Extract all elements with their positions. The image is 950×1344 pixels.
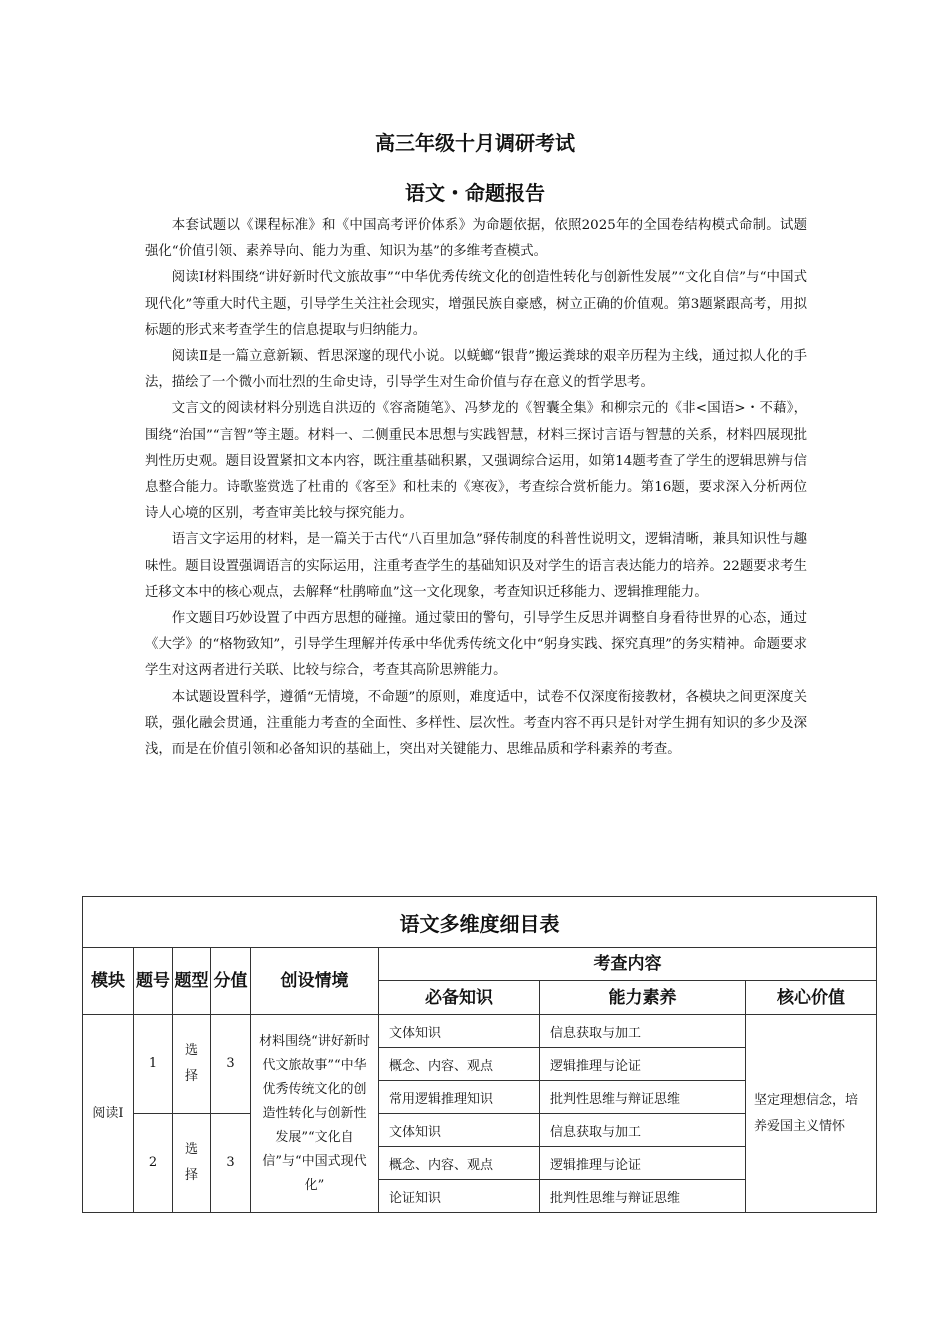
knowledge-cell: 文体知识 xyxy=(379,1114,540,1147)
question-score: 3 xyxy=(211,1015,251,1114)
detail-table xyxy=(82,896,877,1213)
knowledge-cell: 概念、内容、观点 xyxy=(379,1048,540,1081)
header-knowledge: 必备知识 xyxy=(379,981,540,1015)
ability-cell: 信息获取与加工 xyxy=(540,1015,746,1048)
header-value: 核心价值 xyxy=(746,981,877,1015)
header-scenario: 创设情境 xyxy=(251,948,379,1015)
ability-cell: 批判性思维与辩证思维 xyxy=(540,1180,746,1213)
knowledge-cell: 文体知识 xyxy=(379,1015,540,1048)
ability-cell: 逻辑推理与论证 xyxy=(540,1048,746,1081)
header-module: 模块 xyxy=(83,948,134,1015)
question-score: 3 xyxy=(211,1114,251,1213)
paragraph: 作文题目巧妙设置了中西方思想的碰撞。通过蒙田的警句，引导学生反思并调整自身看待世界的心态，通过《大学》的“格物致知”，引导学生理解并传承中华优秀传统文化中“躬身实践、探究真理”的务实精神。命题要求学生对这两者进行关联、比较与综合，考查其高阶思辨能力。 xyxy=(145,611,807,679)
paragraph: 本套试题以《课程标准》和《中国高考评价体系》为命题依据，依照2025年的全国卷结构模式命制。试题强化“价值引领、素养导向、能力为重、知识为基”的多维考查模式。 xyxy=(145,218,807,260)
header-ability: 能力素养 xyxy=(540,981,746,1015)
knowledge-cell: 概念、内容、观点 xyxy=(379,1147,540,1180)
paragraph: 文言文的阅读材料分别选自洪迈的《容斋随笔》、冯梦龙的《智囊全集》和柳宗元的《非<国语>・不藉》，围绕“治国”“言智”等主题。材料一、二侧重民本思想与实践智慧，材料三探讨言语与智慧的关系，材料四展现批判性历史观。题目设置紧扣文本内容，既注重基础积累，又强调综合运用，如第14题考查了学生的逻辑思辨与信息整合能力。诗歌鉴赏选了杜甫的《客至》和杜耒的《寒夜》，考查综合赏析能力。第16题，要求深入分析两位诗人心境的区别，考查审美比较与探究能力。 xyxy=(145,401,807,522)
paragraph: 语言文字运用的材料，是一篇关于古代“八百里加急”驿传制度的科普性说明文，逻辑清晰，兼具知识性与趣味性。题目设置强调语言的实际运用，注重考查学生的基础知识及对学生的语言表达能力的培养。22题要求考生迁移文本中的核心观点，去解释“杜鹃啼血”这一文化现象，考查知识迁移能力、逻辑推理能力。 xyxy=(145,532,807,600)
document-title: 高三年级十月调研考试 xyxy=(375,131,575,155)
header-content: 考查内容 xyxy=(379,948,877,981)
paragraph: 阅读Ⅱ是一篇立意新颖、哲思深邃的现代小说。以蜣螂“银背”搬运粪球的艰辛历程为主线，通过拟人化的手法，描绘了一个微小而壮烈的生命史诗，引导学生对生命价值与存在意义的哲学思考。 xyxy=(145,349,807,391)
question-type: 选择 xyxy=(173,1114,211,1213)
ability-cell: 信息获取与加工 xyxy=(540,1114,746,1147)
module-cell: 阅读Ⅰ xyxy=(83,1015,134,1213)
ability-cell: 批判性思维与辩证思维 xyxy=(540,1081,746,1114)
header-score: 分值 xyxy=(211,948,251,1015)
document-subtitle: 语文・命题报告 xyxy=(405,181,545,205)
knowledge-cell: 常用逻辑推理知识 xyxy=(379,1081,540,1114)
core-value-cell: 坚定理想信念，培养爱国主义情怀 xyxy=(746,1015,877,1213)
knowledge-cell: 论证知识 xyxy=(379,1180,540,1213)
table-row xyxy=(83,1015,877,1048)
question-number: 1 xyxy=(134,1015,173,1114)
report-body xyxy=(145,213,807,763)
question-type: 选择 xyxy=(173,1015,211,1114)
scenario-cell: 材料围绕“讲好新时代文旅故事”“中华优秀传统文化的创造性转化与创新性发展”“文化自信”与“中国式现代化” xyxy=(251,1015,379,1213)
ability-cell: 逻辑推理与论证 xyxy=(540,1147,746,1180)
header-type: 题型 xyxy=(173,948,211,1015)
paragraph: 本试题设置科学，遵循“无情境，不命题”的原则，难度适中，试卷不仅深度衔接教材，各模块之间更深度关联，强化融会贯通，注重能力考查的全面性、多样性、层次性。考查内容不再只是针对学生拥有知识的多少及深浅，而是在价值引领和必备知识的基础上，突出对关键能力、思维品质和学科素养的考查。 xyxy=(145,689,807,758)
question-number: 2 xyxy=(134,1114,173,1213)
paragraph: 阅读Ⅰ材料围绕“讲好新时代文旅故事”“中华优秀传统文化的创造性转化与创新性发展”“文化自信”与“中国式现代化”等重大时代主题，引导学生关注社会现实，增强民族自豪感，树立正确的价值观。第3题紧跟高考，用拟标题的形式来考查学生的信息提取与归纳能力。 xyxy=(145,270,807,338)
table-title: 语文多维度细目表 xyxy=(83,897,877,948)
header-number: 题号 xyxy=(134,948,173,1015)
